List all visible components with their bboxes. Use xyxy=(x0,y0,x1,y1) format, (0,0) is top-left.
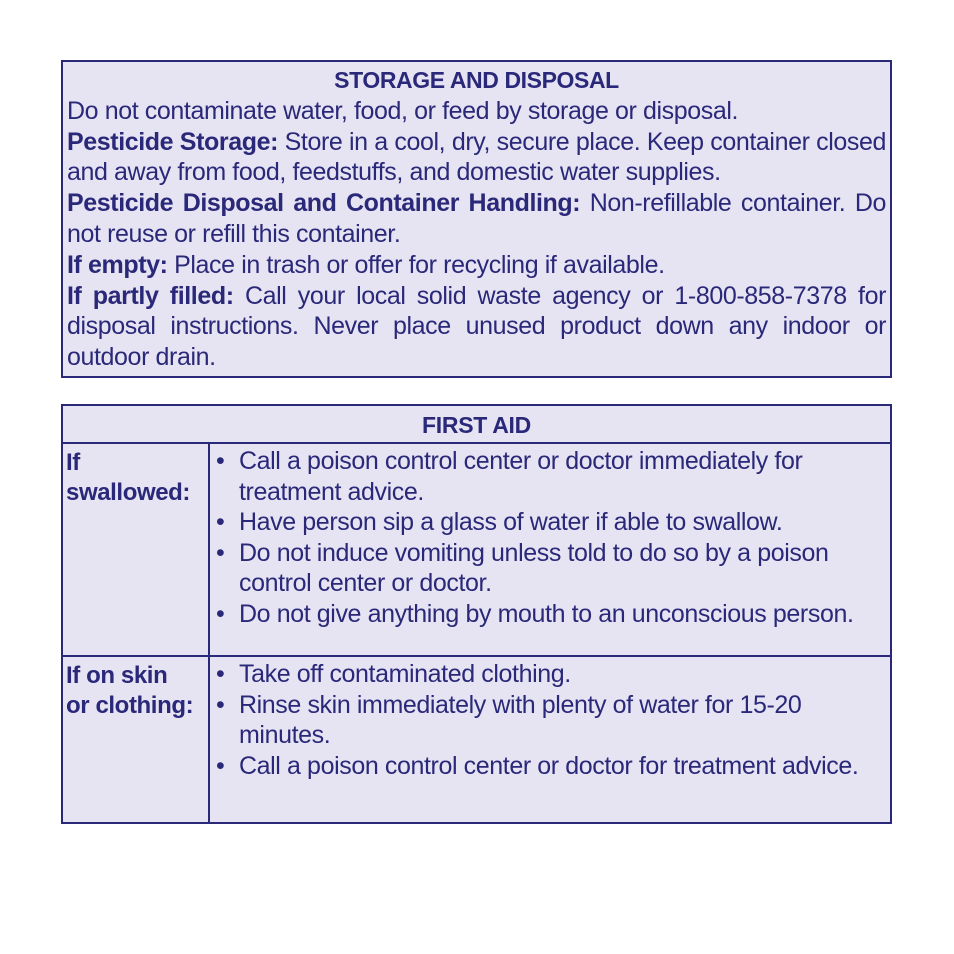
pesticide-storage-text: Store in a cool, dry, secure place. Keep container closed and away from food, feedstuffs, and domestic water supplies. xyxy=(67,127,886,187)
list-item xyxy=(216,751,890,782)
if-empty-label: If empty: xyxy=(67,250,168,279)
bullet-icon: • xyxy=(216,447,225,475)
pesticide-storage-label: Pesticide Storage: xyxy=(67,127,279,156)
swallowed-label-line2: swallowed: xyxy=(66,479,191,506)
pesticide-storage-paragraph xyxy=(67,127,886,189)
list-item xyxy=(216,538,890,599)
bullet-icon: • xyxy=(216,538,225,567)
storage-intro xyxy=(67,96,886,127)
list-item-text: Do not give anything by mouth to an unconscious person. xyxy=(239,599,854,628)
storage-and-disposal-panel xyxy=(61,60,892,378)
if-empty-paragraph xyxy=(67,250,886,281)
skin-label-line1: If on skin xyxy=(66,662,168,689)
storage-title: STORAGE AND DISPOSAL xyxy=(334,67,619,93)
bullet-icon: • xyxy=(216,508,225,536)
first-aid-title: FIRST AID xyxy=(63,406,890,444)
list-item-text: Call a poison control center or doctor for treatment advice. xyxy=(239,751,859,780)
swallowed-label xyxy=(63,444,210,655)
if-partly-filled-text: Call your local solid waste agency or 1-800-858-7378 for disposal instructions. Never place unused product down any indoor or outdoor drain. xyxy=(67,281,886,372)
list-item xyxy=(216,659,890,690)
list-item xyxy=(216,599,890,630)
skin-label xyxy=(63,657,210,822)
bullet-icon: • xyxy=(216,599,225,628)
list-item-text: Have person sip a glass of water if able to swallow. xyxy=(239,508,783,536)
bullet-icon: • xyxy=(216,660,225,688)
list-item-text: Rinse skin immediately with plenty of water for 15-20 minutes. xyxy=(239,690,802,749)
list-item-text: Call a poison control center or doctor immediately for treatment advice. xyxy=(239,447,803,506)
if-empty-text: Place in trash or offer for recycling if available. xyxy=(167,250,665,279)
disposal-label: Pesticide Disposal and Container Handling: xyxy=(67,189,581,218)
first-aid-row-skin xyxy=(63,657,890,822)
list-item-text: Do not induce vomiting unless told to do so by a poison control center or doctor. xyxy=(239,538,829,597)
bullet-icon: • xyxy=(216,751,225,780)
first-aid-row-swallowed xyxy=(63,444,890,657)
skin-label-line2: or clothing: xyxy=(66,692,194,719)
if-partly-filled-paragraph xyxy=(67,281,886,373)
list-item xyxy=(216,690,890,751)
first-aid-panel xyxy=(61,404,892,824)
if-partly-filled-label: If partly filled: xyxy=(67,281,234,310)
list-item xyxy=(216,446,890,507)
bullet-icon: • xyxy=(216,690,225,719)
skin-instructions xyxy=(210,657,890,822)
storage-intro-text: Do not contaminate water, food, or feed by storage or disposal. xyxy=(67,96,739,125)
list-item-text: Take off contaminated clothing. xyxy=(239,660,571,688)
swallowed-instructions xyxy=(210,444,890,655)
swallowed-label-line1: If xyxy=(66,449,80,476)
list-item xyxy=(216,507,890,538)
disposal-paragraph xyxy=(67,188,886,250)
disposal-text: Non-refillable container. Do not reuse or refill this container. xyxy=(67,189,886,248)
